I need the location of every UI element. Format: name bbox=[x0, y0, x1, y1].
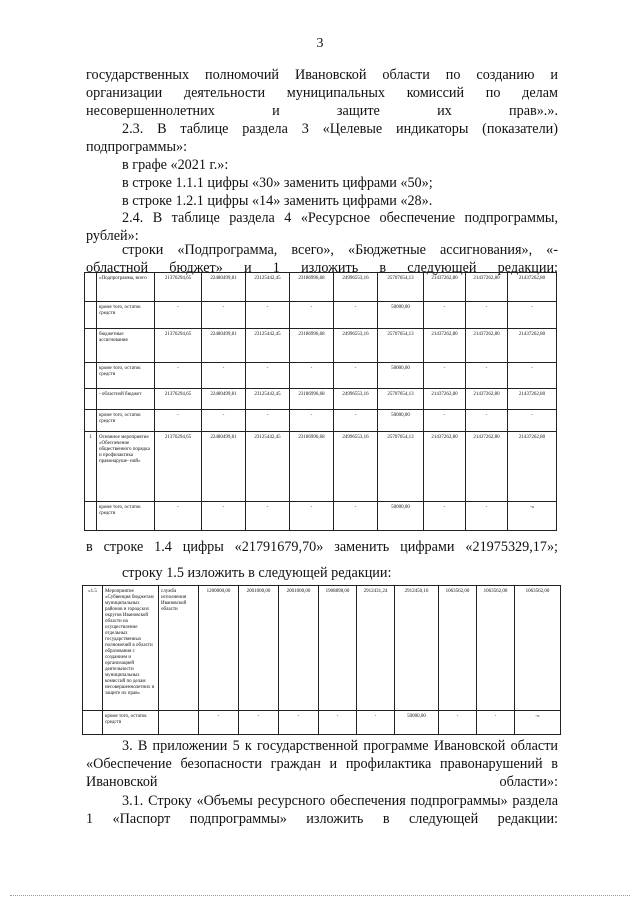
table-cell: - bbox=[246, 363, 290, 389]
table-cell: 21437262,80 bbox=[466, 389, 508, 410]
table-cell bbox=[85, 502, 97, 531]
table-cell: - bbox=[424, 410, 466, 432]
table-row bbox=[83, 711, 561, 735]
table-cell: 25707654,13 bbox=[378, 273, 424, 302]
table-cell: - bbox=[466, 363, 508, 389]
table-cell: 2001000,00 bbox=[279, 586, 319, 711]
table-cell: 21437262,80 bbox=[508, 432, 557, 502]
table-cell: - bbox=[246, 302, 290, 329]
table-cell: 23186996,68 bbox=[290, 432, 334, 502]
table-cell: Мероприятие «Субвенция бюджетам муниципальных районов и городских округов Ивановской области на осуществление отдельных государственных полномочий в области образования с созданием и организацией деятельности муниципальных комиссий по делам несовершеннолетних и защите их прав» bbox=[103, 586, 159, 711]
table-cell: - bbox=[424, 302, 466, 329]
paragraph-3-1: 3.1. Строку «Объемы ресурсного обеспечения подпрограммы» раздела 1 «Паспорт подпрограммы» изложить в следующей редакции: bbox=[86, 793, 558, 827]
paragraph-row-1-2-1: в строке 1.2.1 цифры «14» заменить цифрами «28». bbox=[122, 193, 433, 209]
table-cell: -» bbox=[508, 502, 557, 531]
table-cell: - bbox=[155, 363, 202, 389]
paragraph-row-1-1-1: в строке 1.1.1 цифры «30» заменить цифрами «50»; bbox=[122, 175, 433, 191]
table-cell: 21376294,65 bbox=[155, 329, 202, 363]
paragraph-3: 3. В приложении 5 к государственной программе Ивановской области «Обеспечение безопасности граждан и профилактика правонарушений в Ивановской области»: bbox=[86, 738, 558, 790]
table-cell: 24996553,16 bbox=[334, 273, 378, 302]
row-1-5-table bbox=[82, 585, 561, 735]
table-cell: 22480499,81 bbox=[202, 389, 246, 410]
table-cell: 24996553,16 bbox=[334, 389, 378, 410]
table-cell: 21376294,65 bbox=[155, 389, 202, 410]
table-cell: - bbox=[246, 502, 290, 531]
table-cell: 21437262,80 bbox=[424, 273, 466, 302]
paragraph-2-3: 2.3. В таблице раздела 3 «Целевые индикаторы (показатели) подпрограммы»: bbox=[86, 121, 558, 155]
table-row bbox=[85, 329, 557, 363]
table-cell: 2001000,00 bbox=[239, 586, 279, 711]
table-row bbox=[85, 363, 557, 389]
table-cell: 25707654,13 bbox=[378, 329, 424, 363]
table-cell bbox=[85, 410, 97, 432]
table-cell: - bbox=[439, 711, 477, 735]
table-cell: - bbox=[466, 502, 508, 531]
table-cell: «1.5 bbox=[83, 586, 103, 711]
table-cell: - bbox=[334, 410, 378, 432]
table-cell: Основное мероприятие «Обеспечение общественного порядка и профилактика правонаруше- ний» bbox=[97, 432, 155, 502]
table-cell: 23125442,45 bbox=[246, 432, 290, 502]
paragraph-1: государственных полномочий Ивановской области по созданию и организации деятельности муниципальных комиссий по делам несовершеннолетних и защите их прав».». bbox=[86, 67, 558, 119]
table-cell bbox=[159, 711, 199, 735]
table-cell: - bbox=[334, 302, 378, 329]
table-cell: - bbox=[290, 502, 334, 531]
table-cell: 1200000,00 bbox=[199, 586, 239, 711]
table-cell: - bbox=[290, 363, 334, 389]
table-cell: 23125442,45 bbox=[246, 329, 290, 363]
table-cell: 1063562,00 bbox=[515, 586, 561, 711]
table-cell bbox=[85, 363, 97, 389]
table-cell: - bbox=[202, 410, 246, 432]
table-cell: 21376294,65 bbox=[155, 273, 202, 302]
table-cell: 21437262,80 bbox=[424, 432, 466, 502]
table-cell: 50000,00 bbox=[395, 711, 439, 735]
table-cell: - bbox=[334, 502, 378, 531]
table-cell: бюджетные ассигнования bbox=[97, 329, 155, 363]
table-cell: 50000,00 bbox=[378, 410, 424, 432]
table-cell: - bbox=[202, 363, 246, 389]
table-cell: - bbox=[155, 502, 202, 531]
table-cell bbox=[85, 389, 97, 410]
table-cell: - bbox=[424, 363, 466, 389]
page-number: 3 bbox=[316, 36, 324, 51]
table-cell: - bbox=[466, 410, 508, 432]
table-cell: 21376294,65 bbox=[155, 432, 202, 502]
table-cell: - bbox=[508, 302, 557, 329]
table-cell: - областной бюджет bbox=[97, 389, 155, 410]
footer-line bbox=[10, 895, 630, 896]
table-cell: 23186996,68 bbox=[290, 273, 334, 302]
table-cell: - bbox=[466, 302, 508, 329]
table-row bbox=[85, 502, 557, 531]
table-cell: - bbox=[155, 410, 202, 432]
table-cell: - bbox=[508, 363, 557, 389]
table-cell: 23186996,68 bbox=[290, 389, 334, 410]
table-row bbox=[85, 410, 557, 432]
paragraph-row-1-5: строку 1.5 изложить в следующей редакции: bbox=[122, 565, 392, 581]
table-cell: 21437262,80 bbox=[424, 389, 466, 410]
table-cell: кроме того, остаток средств bbox=[97, 363, 155, 389]
paragraph-rows-edit: строки «Подпрограмма, всего», «Бюджетные ассигнования», «- областной бюджет» и 1 изложить в следующей редакции: bbox=[86, 242, 558, 276]
table-cell: 21437262,80 bbox=[508, 273, 557, 302]
table-row bbox=[85, 302, 557, 329]
table-cell: - bbox=[239, 711, 279, 735]
resource-table bbox=[84, 272, 557, 531]
table-cell bbox=[83, 711, 103, 735]
table-cell: - bbox=[334, 363, 378, 389]
table-cell: 50000,00 bbox=[378, 502, 424, 531]
table-cell: 22480499,81 bbox=[202, 432, 246, 502]
table-cell: 1 bbox=[85, 432, 97, 502]
table-cell: 1063562,00 bbox=[477, 586, 515, 711]
table-cell: - bbox=[202, 502, 246, 531]
table-cell: 22480499,81 bbox=[202, 329, 246, 363]
table-cell: - bbox=[199, 711, 239, 735]
table-cell: 25707654,13 bbox=[378, 389, 424, 410]
table-row bbox=[83, 586, 561, 711]
table-cell bbox=[85, 302, 97, 329]
table-cell: 21437262,80 bbox=[466, 273, 508, 302]
table-cell: - bbox=[279, 711, 319, 735]
table-cell: - bbox=[424, 502, 466, 531]
table-cell: 21437262,80 bbox=[508, 389, 557, 410]
table-cell: - bbox=[155, 302, 202, 329]
table-cell: 21437262,80 bbox=[466, 329, 508, 363]
table-cell: - bbox=[508, 410, 557, 432]
table-row bbox=[85, 389, 557, 410]
table-cell: - bbox=[290, 410, 334, 432]
table-cell: 23125442,45 bbox=[246, 273, 290, 302]
paragraph-column-2021: в графе «2021 г.»: bbox=[122, 157, 229, 173]
table-cell: 50000,00 bbox=[378, 302, 424, 329]
table-cell: - bbox=[319, 711, 357, 735]
paragraph-2-4: 2.4. В таблице раздела 4 «Ресурсное обеспечение подпрограммы, рублей»: bbox=[86, 210, 558, 244]
table-cell: 24996553,16 bbox=[334, 432, 378, 502]
table-cell: 22480499,81 bbox=[202, 273, 246, 302]
table-cell: - bbox=[202, 302, 246, 329]
table-cell: - bbox=[246, 410, 290, 432]
table-cell: кроме того, остаток средств bbox=[97, 502, 155, 531]
table-cell: 50000,00 bbox=[378, 363, 424, 389]
table-cell: 21437262,80 bbox=[508, 329, 557, 363]
paragraph-row-1-4: в строке 1.4 цифры «21791679,70» заменить цифрами «21975329,17»; bbox=[86, 539, 558, 555]
table-cell: 1908898,00 bbox=[319, 586, 357, 711]
table-cell: кроме того, остаток средств bbox=[97, 302, 155, 329]
table-cell: кроме того, остаток средств bbox=[103, 711, 159, 735]
table-cell: «Подпрограмма, всего bbox=[97, 273, 155, 302]
table-cell: - bbox=[477, 711, 515, 735]
table-cell: -» bbox=[515, 711, 561, 735]
table-cell: кроме того, остаток средств bbox=[97, 410, 155, 432]
table-row bbox=[85, 273, 557, 302]
table-cell: 21437262,80 bbox=[424, 329, 466, 363]
table-cell: 2912431,24 bbox=[357, 586, 395, 711]
table-cell: - bbox=[290, 302, 334, 329]
table-cell: 1063562,00 bbox=[439, 586, 477, 711]
table-cell: 21437262,80 bbox=[466, 432, 508, 502]
table-cell bbox=[85, 273, 97, 302]
table-cell: служба исполнения Ивановской области bbox=[159, 586, 199, 711]
table-cell: 24996553,16 bbox=[334, 329, 378, 363]
table-row bbox=[85, 432, 557, 502]
table-cell: 23186996,68 bbox=[290, 329, 334, 363]
table-cell: 2912450,16 bbox=[395, 586, 439, 711]
table-cell: 25707654,13 bbox=[378, 432, 424, 502]
table-cell: - bbox=[357, 711, 395, 735]
table-cell bbox=[85, 329, 97, 363]
table-cell: 23125442,45 bbox=[246, 389, 290, 410]
